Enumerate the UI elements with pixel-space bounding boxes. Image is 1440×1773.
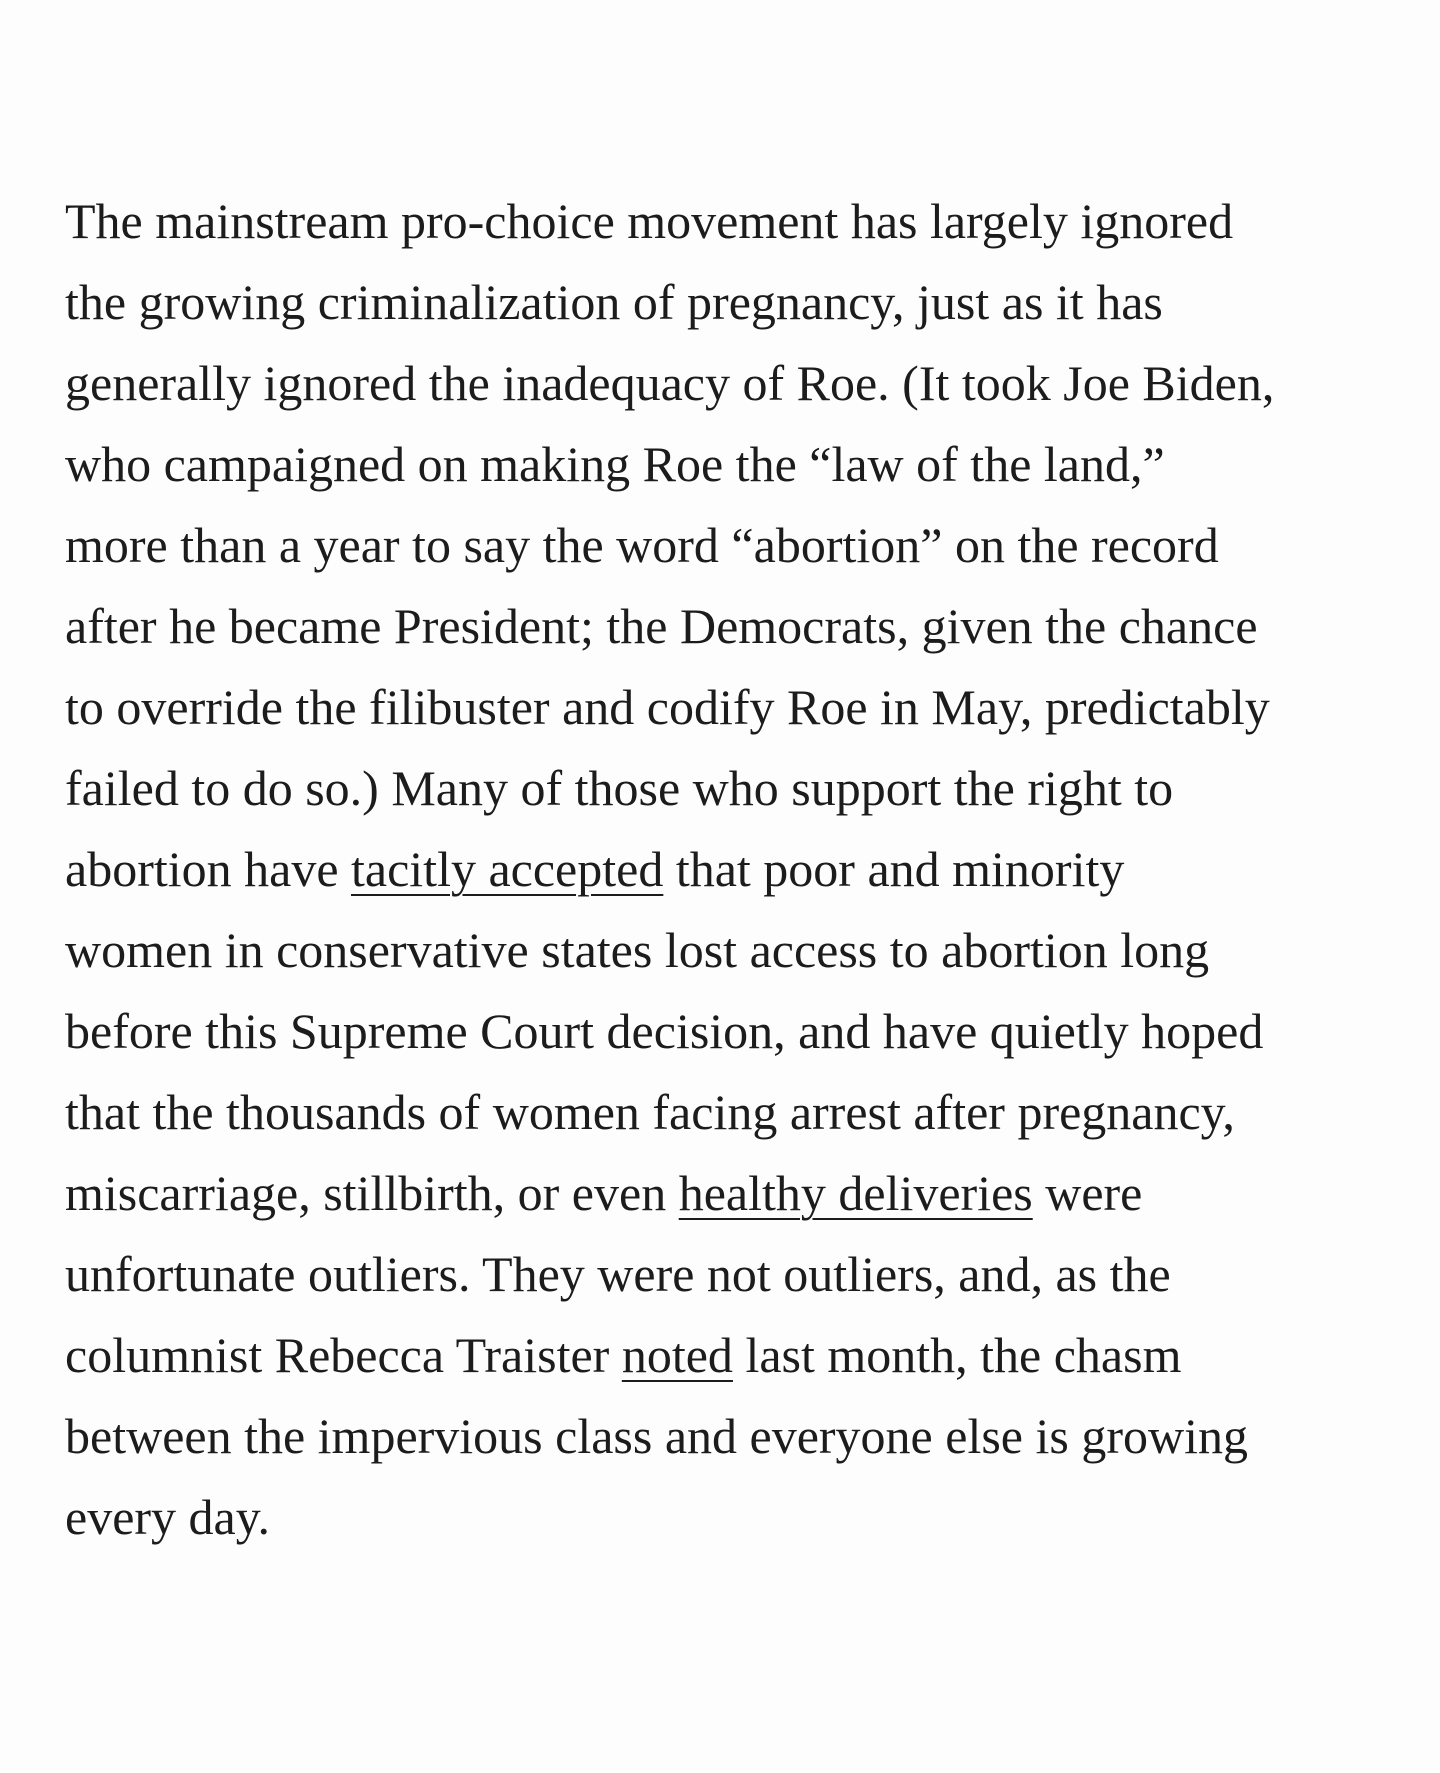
paragraph-line: who campaigned on making Roe the “law of the land,” bbox=[65, 436, 1165, 492]
paragraph-line: unfortunate outliers. They were not outliers, and, as the bbox=[65, 1246, 1171, 1302]
healthy-deliveries-link[interactable]: healthy deliveries bbox=[678, 1165, 1033, 1221]
noted-link[interactable]: noted bbox=[621, 1327, 733, 1383]
paragraph-line: failed to do so.) Many of those who support the right to bbox=[65, 760, 1174, 816]
paragraph-line: women in conservative states lost access to abortion long bbox=[65, 922, 1210, 978]
paragraph-line: after he became President; the Democrats, given the chance bbox=[65, 598, 1258, 654]
paragraph-line bbox=[65, 1315, 1415, 1396]
paragraph-line: generally ignored the inadequacy of Roe. (It took Joe Biden, bbox=[65, 355, 1275, 411]
line-text: miscarriage, stillbirth, or even bbox=[65, 1165, 679, 1221]
paragraph-line: between the impervious class and everyone else is growing bbox=[65, 1408, 1248, 1464]
paragraph-line: the growing criminalization of pregnancy, just as it has bbox=[65, 274, 1163, 330]
paragraph-line: that the thousands of women facing arrest after pregnancy, bbox=[65, 1084, 1235, 1140]
article-paragraph bbox=[65, 181, 1415, 1558]
tacitly-accepted-link[interactable]: tacitly accepted bbox=[351, 841, 664, 897]
paragraph-line bbox=[65, 829, 1415, 910]
line-text: that poor and minority bbox=[663, 841, 1125, 897]
paragraph-line: The mainstream pro-choice movement has largely ignored bbox=[65, 193, 1234, 249]
paragraph-line: every day. bbox=[65, 1489, 270, 1545]
paragraph-line: before this Supreme Court decision, and have quietly hoped bbox=[65, 1003, 1264, 1059]
paragraph-line bbox=[65, 1153, 1415, 1234]
line-text: abortion have bbox=[65, 841, 352, 897]
paragraph-line: more than a year to say the word “abortion” on the record bbox=[65, 517, 1219, 573]
line-text: were bbox=[1032, 1165, 1143, 1221]
line-text: last month, the chasm bbox=[732, 1327, 1182, 1383]
paragraph-line: to override the filibuster and codify Roe in May, predictably bbox=[65, 679, 1270, 735]
line-text: columnist Rebecca Traister bbox=[65, 1327, 622, 1383]
